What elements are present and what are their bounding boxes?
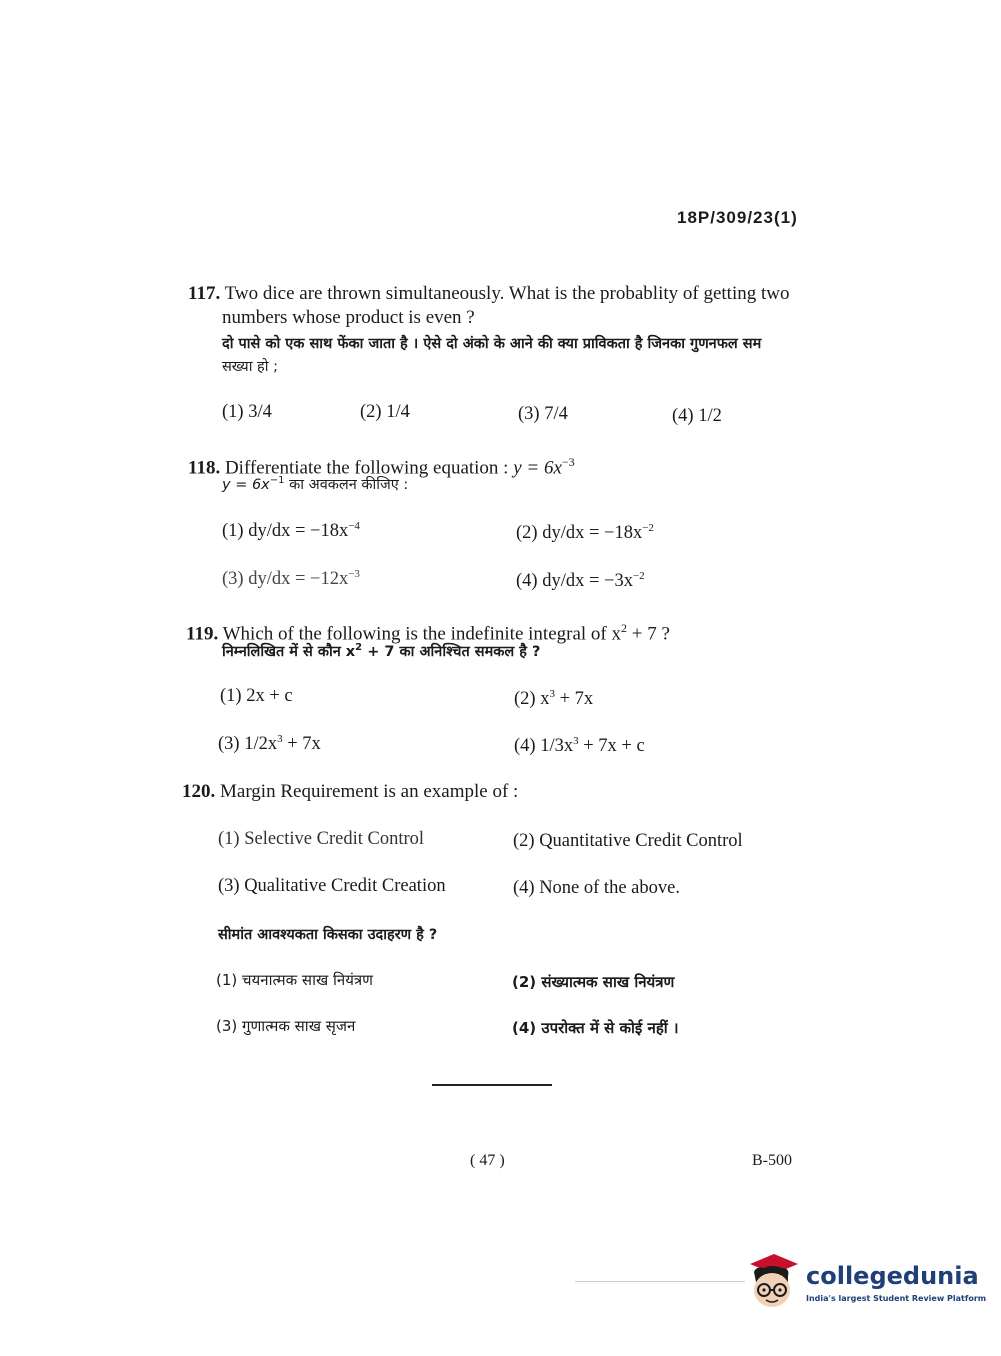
option-1: (1) Selective Credit Control <box>218 829 425 849</box>
option-2: (2) $x^3 + 7x$ <box>514 688 594 710</box>
question-number: 117. <box>188 283 221 304</box>
option-4-hindi: (4) उपरोक्त में से कोई नहीं । <box>512 1019 679 1037</box>
question-119-hindi: निम्नलिखित में से कौन $x^2 + 7$ का अनिश्चित समकल है ? <box>222 642 541 660</box>
option-3: (3) Qualitative Credit Creation <box>218 876 446 896</box>
question-120-english: 120. Margin Requirement is an example of : <box>182 781 519 802</box>
question-119-english: 119. Which of the following is the indefinite integral of $x^2 + 7$ ? <box>186 621 670 645</box>
option-2: (2) Quantitative Credit Control <box>513 831 743 851</box>
option-3: (3) $1/2x^3 + 7x$ <box>218 733 321 755</box>
brand-name: collegedunia <box>806 1262 979 1290</box>
option-3: (3) $dy/dx = -12x^{-3}$ <box>222 568 360 590</box>
option-2: (2) 1/4 <box>360 402 410 422</box>
question-117-english-line1: 117. Two dice are thrown simultaneously. What is the probablity of getting two <box>188 283 790 304</box>
option-1-hindi: (1) चयनात्मक साख नियंत्रण <box>216 971 374 989</box>
option-1: (1) 2x + c <box>220 686 293 706</box>
question-117-hindi-line1: दो पासे को एक साथ फेंका जाता है । ऐसे दो अंको के आने की क्या प्राविकता है जिनका गुणनफल सम <box>222 336 762 352</box>
option-4: (4) 1/2 <box>672 406 722 426</box>
option-4: (4) $1/3x^3 + 7x + c$ <box>514 735 645 757</box>
option-3-hindi: (3) गुणात्मक साख सृजन <box>216 1017 356 1035</box>
booklet-code: B-500 <box>752 1152 792 1169</box>
question-118-english: 118. Differentiate the following equation : $y = 6x^{-3}$ <box>188 455 575 479</box>
option-2: (2) $dy/dx = -18x^{-2}$ <box>516 522 654 544</box>
option-2-hindi: (2) संख्यात्मक साख नियंत्रण <box>512 973 675 991</box>
question-117-english-line2: numbers whose product is even ? <box>222 307 475 328</box>
question-118-hindi: $y = 6x^{-1}$ का अवकलन कीजिए : <box>222 475 409 493</box>
question-117-hindi-line2: सख्या हो ; <box>222 359 279 375</box>
option-4: (4) None of the above. <box>513 878 680 898</box>
paper-code: 18P/309/23(1) <box>677 208 798 227</box>
end-rule <box>432 1084 552 1086</box>
option-3: (3) 7/4 <box>518 404 568 424</box>
collegedunia-watermark <box>742 1252 992 1314</box>
graduate-mascot-icon <box>742 1252 802 1312</box>
page-number: ( 47 ) <box>470 1152 505 1169</box>
option-1: (1) $dy/dx = -18x^{-4}$ <box>222 520 360 542</box>
question-120-hindi: सीमांत आवश्यकता किसका उदाहरण है ? <box>218 927 438 943</box>
brand-tagline: India's largest Student Review Platform <box>806 1294 987 1303</box>
divider <box>575 1281 745 1282</box>
option-1: (1) 3/4 <box>222 402 272 422</box>
option-4: (4) $dy/dx = -3x^{-2}$ <box>516 570 645 592</box>
